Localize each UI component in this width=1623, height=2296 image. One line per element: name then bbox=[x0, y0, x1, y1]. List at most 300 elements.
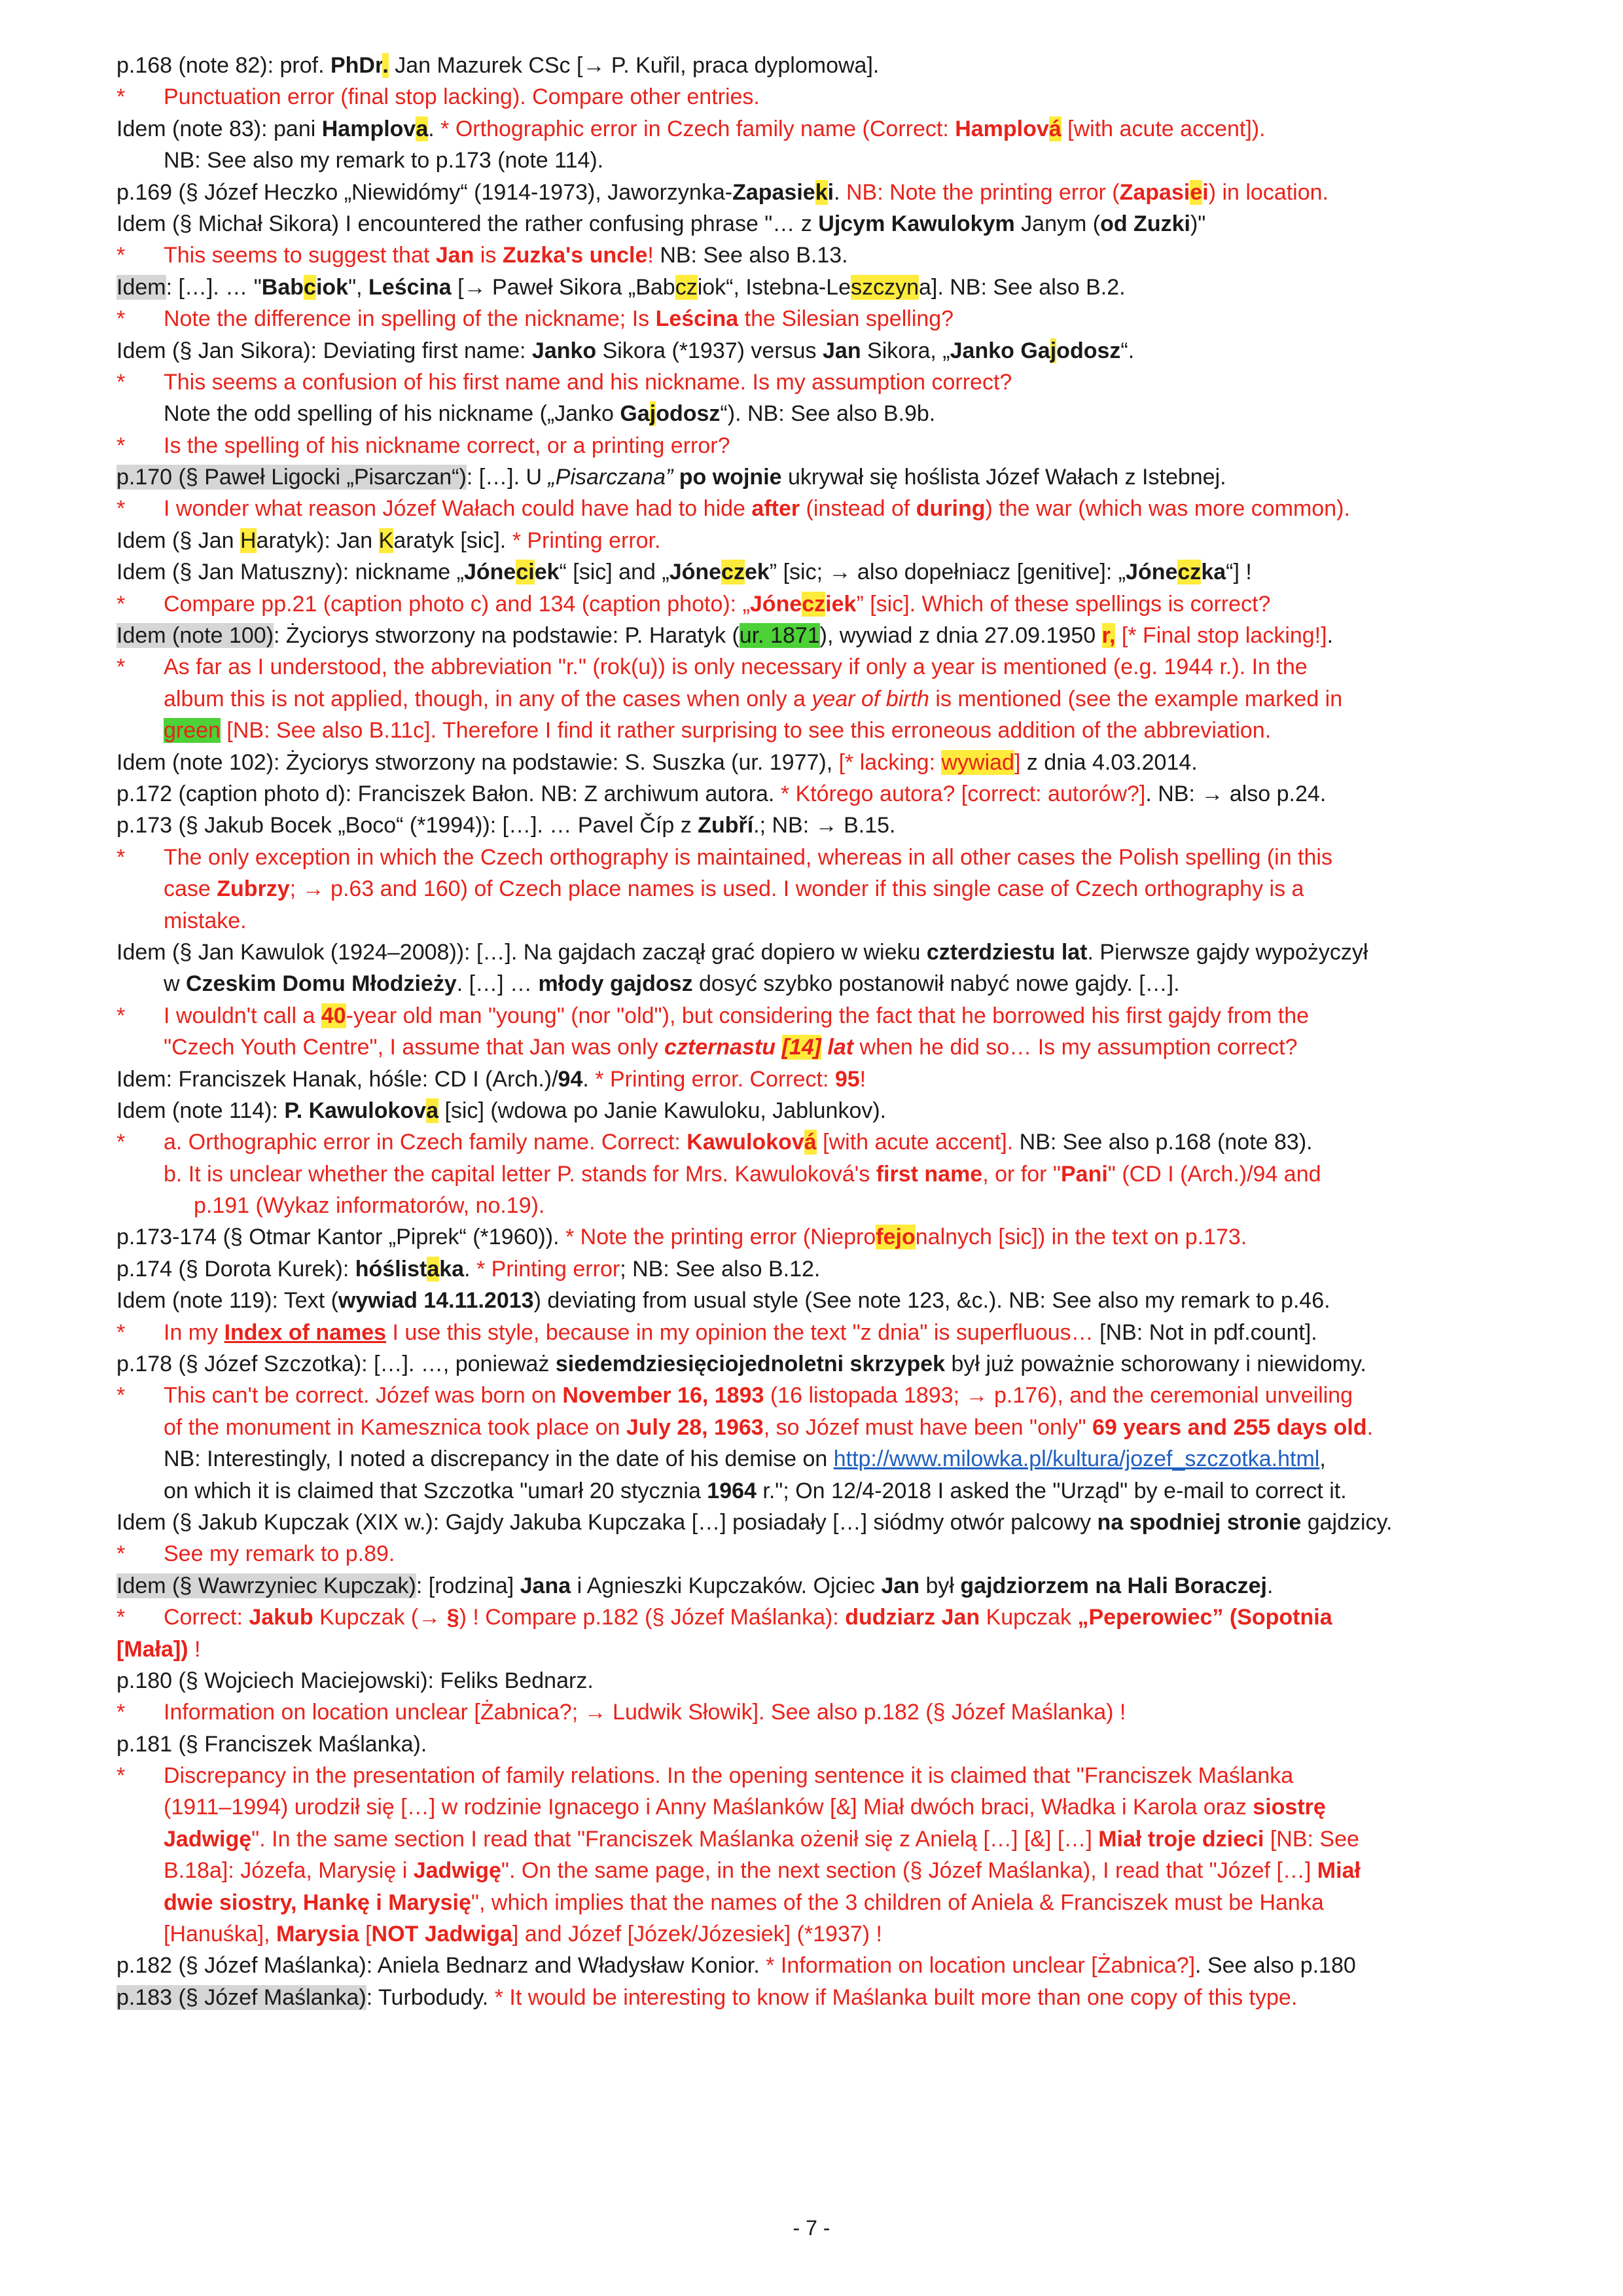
text-segment: [sic] (wdowa po Janie Kawuloku, Jablunkov). bbox=[438, 1098, 887, 1123]
text-segment: Marysia bbox=[276, 1922, 359, 1947]
text-segment: cz bbox=[721, 560, 745, 585]
text-segment: Jakub bbox=[249, 1605, 313, 1630]
asterisk-marker: * bbox=[116, 243, 126, 268]
text-segment: e bbox=[1190, 179, 1203, 205]
text-segment: nalnych [sic]) in the text on p.173. bbox=[915, 1225, 1247, 1250]
text-segment: " (CD I (Arch.)/94 and bbox=[1107, 1161, 1321, 1187]
text-segment: Index of names bbox=[224, 1319, 387, 1345]
text-segment: [NB: See also B.11c]. Therefore I find it rather surprising to see this erroneous addition of the abbreviation. bbox=[220, 718, 1272, 744]
text-line bbox=[116, 1443, 1576, 1475]
text-segment: “] ! bbox=[1226, 560, 1252, 585]
text-segment: Idem (§ Michał Sikora) I encountered the rather confusing phrase "… z bbox=[116, 211, 819, 236]
text-segment: dosyć szybko postanowił nabyć nowe gajdy. […]. bbox=[692, 971, 1180, 997]
text-segment: wywiad 14.11.2013 bbox=[338, 1288, 534, 1314]
text-segment: Bab bbox=[261, 274, 304, 300]
text-segment: Idem bbox=[116, 274, 166, 300]
text-line bbox=[116, 50, 1576, 81]
asterisk-marker: * bbox=[116, 369, 126, 395]
text-segment: Pani bbox=[1060, 1161, 1108, 1187]
text-line bbox=[116, 1475, 1576, 1507]
text-segment: dwie siostry, Hankę i Marysię bbox=[164, 1890, 471, 1915]
text-segment: * Orthographic error in Czech family name (Correct: bbox=[440, 116, 955, 141]
text-segment: Idem (note 119): Text ( bbox=[116, 1288, 338, 1314]
text-segment: [NB: Not in pdf.count]. bbox=[1093, 1319, 1317, 1345]
text-segment: I wouldn't call a bbox=[164, 1003, 321, 1028]
text-line bbox=[116, 1982, 1576, 2013]
text-segment: . bbox=[464, 1256, 476, 1282]
asterisk-marker: * bbox=[116, 1003, 126, 1028]
text-segment: Idem (note 100) bbox=[116, 623, 274, 649]
text-segment: . bbox=[1366, 1414, 1374, 1440]
text-segment: siostrę bbox=[1253, 1795, 1326, 1820]
text-segment: [with acute accent]). bbox=[1061, 116, 1266, 141]
text-line bbox=[116, 1918, 1576, 1950]
text-segment: Jóne bbox=[669, 560, 722, 585]
text-segment: aratyk): Jan bbox=[256, 528, 379, 553]
text-segment: * Którego autora? [correct: autorów?] bbox=[780, 781, 1146, 806]
text-segment: ” [sic; → also dopełniacz [genitive]: „ bbox=[769, 560, 1126, 585]
text-line bbox=[116, 398, 1576, 429]
text-segment: cz bbox=[1177, 560, 1202, 585]
text-segment: 40 bbox=[321, 1003, 346, 1028]
text-segment: : […]. … " bbox=[166, 274, 262, 300]
text-segment: Idem (§ Jan Sikora): Deviating first name: bbox=[116, 338, 532, 363]
text-segment: á bbox=[1048, 116, 1061, 141]
text-segment: “). NB: See also B.9b. bbox=[720, 401, 936, 427]
text-segment: Jan Mazurek CSc [→ P. Kuřil, praca dyplomowa]. bbox=[388, 53, 880, 78]
text-segment: Information on location unclear [Żabnica?; → Ludwik Słowik]. See also p.182 (§ Józef Maślanka) ! bbox=[164, 1700, 1126, 1725]
text-segment: . bbox=[1267, 1573, 1274, 1598]
text-segment: This seems a confusion of his first name and his nickname. Is my assumption correct? bbox=[164, 369, 1012, 395]
text-line bbox=[116, 461, 1576, 493]
text-segment: ), wywiad z dnia 27.09.1950 bbox=[819, 623, 1102, 649]
text-segment: Leścina bbox=[368, 274, 452, 300]
text-segment: : [rodzina] bbox=[416, 1573, 520, 1598]
text-segment: a bbox=[416, 116, 429, 141]
text-segment: NOT Jadwiga bbox=[371, 1922, 512, 1947]
text-segment: . […] … bbox=[456, 971, 539, 997]
text-segment: ) deviating from usual style (See note 123, &c.). NB: See also my remark to p.46. bbox=[533, 1288, 1330, 1314]
text-segment: ) the war (which was more common). bbox=[985, 496, 1350, 522]
text-segment: I wonder what reason Józef Wałach could have had to hide bbox=[164, 496, 752, 522]
text-segment: ka bbox=[1201, 560, 1226, 585]
text-segment: czternastu bbox=[664, 1035, 782, 1060]
text-line bbox=[116, 1665, 1576, 1696]
text-segment: ) in location. bbox=[1208, 179, 1329, 205]
text-segment bbox=[673, 465, 679, 490]
text-segment: Kupczak bbox=[980, 1605, 1078, 1630]
text-segment: Zapasi bbox=[1119, 179, 1190, 205]
text-segment: : Życiorys stworzony na podstawie: P. Haratyk ( bbox=[274, 623, 740, 649]
text-segment: [with acute accent]. bbox=[816, 1130, 1014, 1155]
text-line bbox=[116, 1570, 1576, 1602]
document-page bbox=[116, 50, 1576, 2013]
text-line bbox=[116, 1221, 1576, 1253]
text-line bbox=[116, 588, 1576, 620]
text-segment: Jana bbox=[520, 1573, 571, 1598]
text-segment: Jadwigę bbox=[164, 1826, 252, 1852]
text-segment: ukrywał się hoślista Józef Wałach z Istebnej. bbox=[781, 465, 1226, 490]
text-line bbox=[116, 1095, 1576, 1126]
text-line bbox=[116, 620, 1576, 651]
text-segment: the Silesian spelling? bbox=[738, 306, 954, 332]
text-segment: This can't be correct. Józef was born on bbox=[164, 1383, 563, 1408]
text-segment: NB: See also my remark to p.173 (note 114). bbox=[164, 148, 604, 173]
text-line bbox=[116, 272, 1576, 303]
text-line bbox=[116, 145, 1576, 176]
text-segment: -year old man "young" (nor "old"), but considering the fact that he borrowed his first gajdy from the bbox=[346, 1003, 1310, 1028]
text-segment: P. Kawulokov bbox=[284, 1098, 427, 1123]
text-line bbox=[116, 1855, 1576, 1886]
text-segment: K bbox=[378, 528, 394, 553]
text-line bbox=[116, 493, 1576, 524]
text-segment: ", bbox=[348, 274, 369, 300]
text-segment: odosz bbox=[656, 401, 721, 427]
text-segment: Note the difference in spelling of the nickname; Is bbox=[164, 306, 656, 332]
asterisk-marker: * bbox=[116, 306, 126, 332]
text-segment: p.168 (note 82): prof. bbox=[116, 53, 330, 78]
asterisk-marker: * bbox=[116, 1700, 126, 1725]
text-segment: Correct: bbox=[164, 1605, 249, 1630]
text-segment: iok bbox=[315, 274, 349, 300]
text-segment: * Note the printing error (Niepro bbox=[565, 1225, 876, 1250]
text-segment: p.172 (caption photo d): Franciszek Bałon. NB: Z archiwum autora. bbox=[116, 781, 781, 806]
text-segment: [* Final stop lacking!] bbox=[1121, 623, 1327, 649]
text-segment: Idem (note 114): bbox=[116, 1098, 285, 1123]
text-segment: Czeskim Domu Młodzieży bbox=[186, 971, 457, 997]
text-segment: po wojnie bbox=[679, 465, 782, 490]
text-segment: is mentioned (see the example marked in bbox=[929, 686, 1343, 711]
text-segment: : […]. U bbox=[466, 465, 548, 490]
page-number-footer: - 7 - bbox=[793, 2216, 830, 2240]
text-segment: This seems to suggest that bbox=[164, 243, 436, 268]
text-segment: siedemdziesięciojednoletni skrzypek bbox=[555, 1352, 946, 1377]
text-segment: . bbox=[428, 116, 441, 141]
text-line bbox=[116, 1253, 1576, 1285]
text-line bbox=[116, 873, 1576, 905]
text-segment: Zapasie bbox=[732, 179, 815, 205]
text-segment: [14] bbox=[781, 1035, 821, 1060]
asterisk-marker: * bbox=[116, 655, 126, 680]
text-segment: “ [sic] and „ bbox=[559, 560, 669, 585]
text-segment: Sikora, „ bbox=[861, 338, 950, 363]
text-segment: [Mała]) bbox=[116, 1636, 188, 1662]
text-segment: See my remark to p.89. bbox=[164, 1541, 395, 1567]
text-segment: The only exception in which the Czech orthography is maintained, whereas in all other cases the Polish spelling (in this bbox=[164, 844, 1332, 870]
text-segment: a bbox=[426, 1098, 438, 1123]
text-segment: Zuzka's uncle bbox=[502, 243, 648, 268]
text-segment: . bbox=[382, 53, 389, 78]
text-segment: NB: Interestingly, I noted a discrepancy in the date of his demise on bbox=[164, 1446, 834, 1472]
text-segment: i bbox=[1202, 179, 1209, 205]
text-segment: . NB: → also p.24. bbox=[1145, 781, 1327, 806]
text-segment: on which it is claimed that Szczotka "umarł 20 stycznia bbox=[164, 1478, 707, 1503]
text-segment: ; NB: See also B.12. bbox=[620, 1256, 821, 1282]
text-segment: . bbox=[1327, 623, 1334, 649]
text-segment: od Zuzki bbox=[1100, 211, 1190, 236]
text-segment: gajdzicy. bbox=[1301, 1509, 1393, 1535]
text-segment: Miał troje dzieci bbox=[1098, 1826, 1264, 1852]
asterisk-marker: * bbox=[116, 1763, 126, 1789]
text-line bbox=[116, 1538, 1576, 1570]
text-segment: p.183 (§ Józef Maślanka) bbox=[116, 1984, 366, 2010]
text-segment: gajdziorzem na Hali Boraczej bbox=[960, 1573, 1267, 1598]
asterisk-marker: * bbox=[116, 1383, 126, 1408]
asterisk-marker: * bbox=[116, 1130, 126, 1155]
text-segment: Sikora (*1937) versus bbox=[596, 338, 823, 363]
text-segment: p.181 (§ Franciszek Maślanka). bbox=[116, 1731, 427, 1757]
text-segment: ur. 1871 bbox=[739, 623, 820, 649]
asterisk-marker: * bbox=[116, 1319, 126, 1345]
text-segment: a. Orthographic error in Czech family name. Correct: bbox=[164, 1130, 687, 1155]
text-line bbox=[116, 1950, 1576, 1981]
text-line bbox=[116, 335, 1576, 367]
text-line bbox=[116, 1602, 1576, 1633]
text-line bbox=[116, 1791, 1576, 1823]
text-segment: „Peperowiec” (Sopotnia bbox=[1077, 1605, 1332, 1630]
text-line bbox=[116, 1412, 1576, 1443]
text-line bbox=[116, 1887, 1576, 1918]
asterisk-marker: * bbox=[116, 1605, 126, 1630]
text-segment: Zubří bbox=[698, 813, 754, 838]
text-line bbox=[116, 367, 1576, 398]
text-segment: Hamplov bbox=[955, 116, 1049, 141]
text-segment: NB: See also B.13. bbox=[660, 243, 848, 268]
text-segment: Jóne bbox=[749, 591, 802, 617]
text-line bbox=[116, 1031, 1576, 1063]
text-segment: Kupczak ( bbox=[313, 1605, 419, 1630]
text-segment: ek bbox=[744, 560, 770, 585]
text-segment: As far as I understood, the abbreviation "r." (rok(u)) is only necessary if only a year is mentioned (e.g. 1944 r.). In the bbox=[164, 655, 1308, 680]
text-segment: 69 years and 255 days old bbox=[1092, 1414, 1367, 1440]
text-segment: ! bbox=[859, 1066, 866, 1092]
text-segment: Is the spelling of his nickname correct, or a printing error? bbox=[164, 433, 730, 458]
text-line bbox=[116, 715, 1576, 746]
text-segment: , bbox=[1319, 1446, 1326, 1472]
text-segment: (16 listopada 1893; → p.176), and the ceremonial unveiling bbox=[764, 1383, 1353, 1408]
text-segment: * Printing error. Correct: bbox=[595, 1066, 835, 1092]
text-segment: Discrepancy in the presentation of family relations. In the opening sentence it is claimed that "Franciszek Maślanka bbox=[164, 1763, 1294, 1789]
text-segment: lat bbox=[821, 1035, 854, 1060]
text-segment: November 16, 1893 bbox=[562, 1383, 764, 1408]
text-segment: H bbox=[240, 528, 257, 553]
text-segment bbox=[1115, 623, 1121, 648]
text-segment: iek bbox=[825, 591, 857, 617]
text-line bbox=[116, 683, 1576, 715]
text-segment: Jan bbox=[823, 338, 861, 363]
text-line bbox=[116, 1348, 1576, 1380]
text-segment: j bbox=[1050, 338, 1057, 363]
text-line bbox=[116, 842, 1576, 873]
text-segment: (1911–1994) urodził się […] w rodzinie Ignacego i Anny Maślanków [&] Miał dwóch braci, Władka i Karola oraz bbox=[164, 1795, 1253, 1820]
text-segment: i Agnieszki Kupczaków. Ojciec bbox=[571, 1573, 882, 1598]
text-segment: Leścina bbox=[655, 306, 739, 332]
text-segment: ] bbox=[1014, 749, 1021, 775]
text-segment: ” [sic]. Which of these spellings is correct? bbox=[856, 591, 1271, 617]
text-segment: był już poważnie schorowany i niewidomy. bbox=[945, 1352, 1366, 1377]
text-line bbox=[116, 1126, 1576, 1158]
text-segment: of the monument in Kamesznica took place on bbox=[164, 1414, 626, 1440]
text-segment: hóślist bbox=[355, 1256, 427, 1282]
text-segment: Janym ( bbox=[1014, 211, 1101, 236]
text-line bbox=[116, 240, 1576, 271]
text-segment: ) ! Compare p.182 (§ Józef Maślanka): bbox=[459, 1605, 846, 1630]
text-segment: * Information on location unclear [Żabnica?] bbox=[766, 1953, 1196, 1979]
text-segment: Idem: Franciszek Hanak, hóśle: CD I (Arch.)/ bbox=[116, 1066, 558, 1092]
text-segment: wywiad bbox=[941, 749, 1014, 775]
text-segment: cz bbox=[802, 591, 826, 617]
text-segment: 94 bbox=[558, 1066, 583, 1092]
text-segment: „Pisarczana” bbox=[548, 465, 673, 490]
asterisk-marker: * bbox=[116, 844, 126, 870]
text-segment: p.170 (§ Paweł Ligocki „Pisarczan“) bbox=[116, 465, 467, 490]
text-segment: Idem (§ Jan Matuszny): nickname „ bbox=[116, 560, 464, 585]
text-line bbox=[116, 778, 1576, 810]
text-line bbox=[116, 177, 1576, 208]
text-segment: * Printing error. bbox=[512, 528, 661, 553]
text-line bbox=[116, 303, 1576, 334]
text-segment: Note the odd spelling of his nickname („Janko bbox=[164, 401, 620, 427]
asterisk-marker: * bbox=[116, 433, 126, 458]
text-segment: , so Józef must have been "only" bbox=[763, 1414, 1092, 1440]
text-segment: ", which implies that the names of the 3 children of Aniela & Franciszek must be Hanka bbox=[471, 1890, 1324, 1915]
text-segment: case bbox=[164, 876, 217, 902]
text-segment: * It would be interesting to know if Maślanka built more than one copy of this type. bbox=[494, 1984, 1298, 2010]
text-line bbox=[116, 556, 1576, 588]
text-segment: B.18a]: Józefa, Marysię i bbox=[164, 1858, 414, 1884]
text-segment: when he did so… Is my assumption correct? bbox=[853, 1035, 1298, 1060]
text-segment: .; NB: → B.15. bbox=[753, 813, 896, 838]
text-segment: b. It is unclear whether the capital letter P. stands for Mrs. Kawuloková's bbox=[164, 1161, 876, 1187]
text-line bbox=[116, 1696, 1576, 1728]
text-segment: Janko Ga bbox=[950, 338, 1050, 363]
text-segment: [ bbox=[359, 1922, 372, 1947]
text-segment: PhDr bbox=[330, 53, 383, 78]
text-segment: I use this style, because in my opinion the text "z dnia" is superfluous… bbox=[386, 1319, 1094, 1345]
text-line bbox=[116, 1317, 1576, 1348]
text-segment: odosz bbox=[1056, 338, 1121, 363]
text-segment: "Czech Youth Centre", I assume that Jan was only bbox=[164, 1035, 664, 1060]
asterisk-marker: * bbox=[116, 496, 126, 522]
text-segment: ek bbox=[534, 560, 560, 585]
text-segment: Jadwigę bbox=[413, 1858, 501, 1884]
text-segment: mistake. bbox=[164, 908, 247, 933]
text-segment: p.178 (§ Józef Szczotka): […]. …, ponieważ bbox=[116, 1352, 556, 1377]
text-segment: a]. NB: See also B.2. bbox=[918, 274, 1126, 300]
text-segment: ". In the same section I read that "Franciszek Maślanka ożenił się z Anielą […] [&] […] bbox=[251, 1826, 1099, 1852]
text-segment: after bbox=[751, 496, 800, 522]
text-segment: szczyn bbox=[851, 274, 919, 300]
text-segment: Idem (note 83): pani bbox=[116, 116, 322, 141]
text-line bbox=[116, 113, 1576, 145]
text-segment: ! bbox=[647, 243, 660, 268]
text-segment: Idem (§ Jan bbox=[116, 528, 240, 553]
text-segment: Hamplov bbox=[321, 116, 416, 141]
text-segment: 1964 bbox=[707, 1478, 757, 1503]
text-segment: Jan bbox=[881, 1573, 920, 1598]
text-line bbox=[116, 1158, 1576, 1190]
text-line bbox=[116, 1760, 1576, 1791]
text-segment: ] and Józef [Józek/Józesiek] (*1937) ! bbox=[512, 1922, 882, 1947]
text-segment: ; → p.63 and 160) of Czech place names is used. I wonder if this single case of Czech orthography is a bbox=[289, 876, 1304, 902]
text-segment: fejo bbox=[876, 1225, 916, 1250]
text-segment: p.173 (§ Jakub Bocek „Boco“ (*1994)): […]. … Pavel Číp z bbox=[116, 813, 698, 838]
text-line bbox=[116, 1507, 1576, 1538]
text-segment: [Hanuśka], bbox=[164, 1922, 276, 1947]
text-segment: a bbox=[427, 1256, 440, 1282]
text-segment: p.180 (§ Wojciech Maciejowski): Feliks Bednarz. bbox=[116, 1668, 594, 1693]
hyperlink[interactable]: http://www.milowka.pl/kultura/jozef_szczotka.html bbox=[833, 1446, 1320, 1472]
text-segment: w bbox=[164, 971, 186, 997]
text-segment: * Printing error bbox=[476, 1256, 620, 1282]
text-segment: p.169 (§ Józef Heczko „Niewidómy“ (1914-1973), Jaworzynka- bbox=[116, 179, 733, 205]
text-line bbox=[116, 81, 1576, 113]
text-segment: p.182 (§ Józef Maślanka): Aniela Bednarz and Władysław Konior. bbox=[116, 1953, 766, 1979]
text-line bbox=[116, 1285, 1576, 1316]
text-segment: Idem (§ Jakub Kupczak (XIX w.): Gajdy Jakuba Kupczaka […] posiadały […] siódmy otwór palcowy bbox=[116, 1509, 1097, 1535]
text-segment: dudziarz Jan bbox=[845, 1605, 980, 1630]
text-segment: green bbox=[164, 718, 221, 744]
text-segment: 95 bbox=[834, 1066, 860, 1092]
text-segment: . bbox=[834, 179, 846, 205]
text-segment: (instead of bbox=[800, 496, 916, 522]
text-segment: młody gajdosz bbox=[538, 971, 693, 997]
text-segment: . bbox=[582, 1066, 596, 1092]
text-segment: NB: Note the printing error ( bbox=[846, 179, 1120, 205]
text-segment: á bbox=[804, 1130, 817, 1155]
text-segment: ci bbox=[516, 560, 535, 585]
text-segment: był bbox=[919, 1573, 961, 1598]
text-line bbox=[116, 525, 1576, 556]
text-segment: p.191 (Wykaz informatorów, no.19). bbox=[194, 1193, 545, 1219]
text-segment: Punctuation error (final stop lacking). Compare other entries. bbox=[164, 84, 760, 110]
text-segment: July 28, 1963 bbox=[626, 1414, 764, 1440]
text-segment: [* lacking: bbox=[838, 749, 942, 775]
text-segment: aratyk [sic]. bbox=[393, 528, 512, 553]
text-segment: Jóne bbox=[463, 560, 516, 585]
text-segment: during bbox=[916, 496, 986, 522]
text-line bbox=[116, 968, 1576, 999]
text-line bbox=[116, 430, 1576, 461]
text-segment: ka bbox=[439, 1256, 465, 1282]
text-segment: iok“, Istebna-Le bbox=[697, 274, 851, 300]
text-line bbox=[116, 1190, 1576, 1221]
text-line bbox=[116, 1380, 1576, 1411]
text-segment: Jóne bbox=[1126, 560, 1178, 585]
text-line bbox=[116, 1823, 1576, 1855]
text-segment: z dnia 4.03.2014. bbox=[1020, 749, 1198, 775]
text-line bbox=[116, 651, 1576, 683]
text-segment: is bbox=[474, 243, 503, 268]
text-segment: ". On the same page, in the next section (§ Józef Maślanka), I read that "Józef […] bbox=[501, 1858, 1317, 1884]
text-segment: → § bbox=[418, 1605, 459, 1630]
text-segment: Compare pp.21 (caption photo c) and 134 (caption photo): „ bbox=[164, 591, 750, 617]
text-segment: Miał bbox=[1317, 1858, 1361, 1884]
text-segment: j bbox=[649, 401, 656, 427]
text-segment: [NB: See bbox=[1264, 1826, 1359, 1852]
text-line bbox=[116, 905, 1576, 937]
text-segment: “. bbox=[1120, 338, 1135, 363]
text-segment: In my bbox=[164, 1319, 224, 1345]
text-segment: i bbox=[827, 179, 834, 205]
text-line bbox=[116, 1729, 1576, 1760]
text-segment: r."; On 12/4-2018 I asked the "Urząd" by e-mail to correct it. bbox=[756, 1478, 1347, 1503]
text-segment: p.174 (§ Dorota Kurek): bbox=[116, 1256, 355, 1282]
text-line bbox=[116, 1064, 1576, 1095]
text-segment: Ga bbox=[620, 401, 650, 427]
text-segment: ! bbox=[188, 1636, 201, 1662]
text-segment: [→ Paweł Sikora „Bab bbox=[451, 274, 675, 300]
